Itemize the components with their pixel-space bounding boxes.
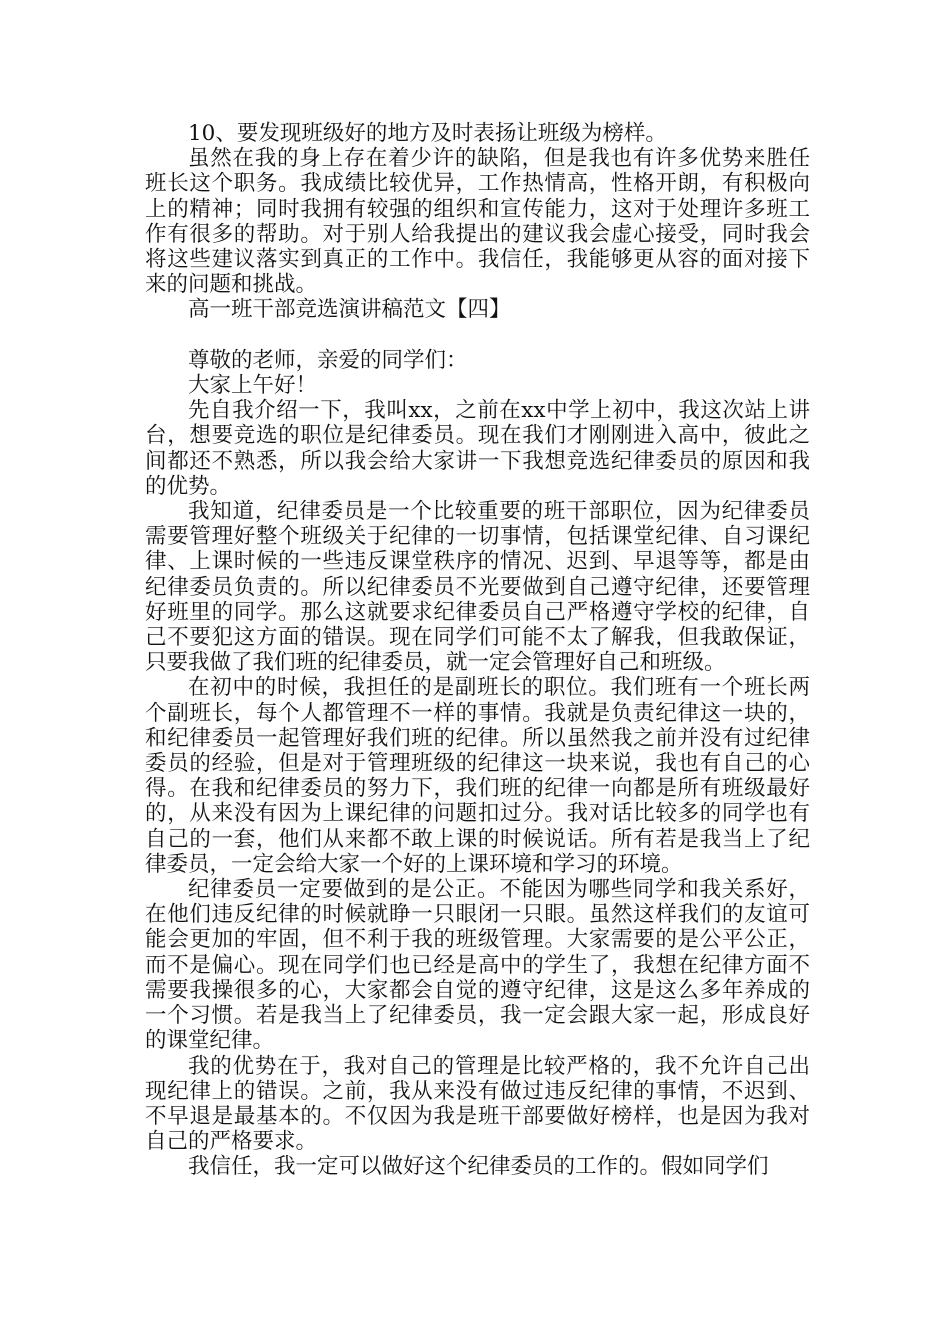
paragraph-role-description: 我知道，纪律委员是一个比较重要的班干部职位，因为纪律委员需要管理好整个班级关于纪律的一切事情，包括课堂纪律、自习课纪律、上课时候的一些违反课堂秩序的情况、迟到、早退等等，都是由纪律委员负责的。所以纪律委员不光要做到自己遵守纪律，还要管理好班里的同学。那么这就要求纪律委员自己严格遵守学校的纪律，自己不要犯这方面的错误。现在同学们可能不太了解我，但我敢保证，只要我做了我们班的纪律委员，就一定会管理好自己和班级。 — [145, 499, 810, 676]
paragraph-confidence: 我信任，我一定可以做好这个纪律委员的工作的。假如同学们 — [188, 1154, 769, 1180]
salutation: 尊敬的老师，亲爱的同学们： — [188, 347, 468, 373]
paragraph-introduction: 先自我介绍一下，我叫xx，之前在xx中学上初中，我这次站上讲台，想要竞选的职位是纪律委员。现在我们才刚刚进入高中，彼此之间都还不熟悉，所以我会给大家讲一下我想竞选纪律委员的原因和我的优势。 — [145, 398, 810, 499]
paragraph-fairness: 纪律委员一定要做到的是公正。不能因为哪些同学和我关系好，在他们违反纪律的时候就睁一只眼闭一只眼。虽然这样我们的友谊可能会更加的牢固，但不利于我的班级管理。大家需要的是公平公正，而不是偏心。现在同学们也已经是高中的学生了，我想在纪律方面不需要我操很多的心，大家都会自觉的遵守纪律，这是这么多年养成的一个习惯。若是我当上了纪律委员，我一定会跟大家一起，形成良好的课堂纪律。 — [145, 877, 810, 1054]
paragraph-experience: 在初中的时候，我担任的是副班长的职位。我们班有一个班长两个副班长，每个人都管理不一样的事情。我就是负责纪律这一块的，和纪律委员一起管理好我们班的纪律。所以虽然我之前并没有过纪律委员的经验，但是对于管理班级的纪律这一块来说，我也有自己的心得。在我和纪律委员的努力下，我们班的纪律一向都是所有班级最好的，从来没有因为上课纪律的问题扣过分。我对话比较多的同学也有自己的一套，他们从来都不敢上课的时候说话。所有若是我当上了纪律委员，一定会给大家一个好的上课环境和学习的环境。 — [145, 675, 810, 877]
paragraph-strengths: 虽然在我的身上存在着少许的缺陷，但是我也有许多优势来胜任班长这个职务。我成绩比较优异，工作热情高，性格开朗，有积极向上的精神；同时我拥有较强的组织和宣传能力，这对于处理许多班工作有很多的帮助。对于别人给我提出的建议我会虚心接受，同时我会将这些建议落实到真正的工作中。我信任，我能够更从容的面对接下来的问题和挑战。 — [145, 146, 810, 298]
blank-line — [145, 323, 810, 348]
paragraph-advantages: 我的优势在于，我对自己的管理是比较严格的，我不允许自己出现纪律上的错误。之前，我从来没有做过违反纪律的事情，不迟到、不早退是最基本的。不仅因为我是班干部要做好榜样，也是因为我对自己的严格要求。 — [145, 1053, 810, 1155]
section-heading: 高一班干部竞选演讲稿范文【四】 — [188, 297, 511, 323]
greeting: 大家上午好！ — [188, 373, 318, 399]
document-body — [145, 121, 810, 1180]
paragraph-item-10: 10、要发现班级好的地方及时表扬让班级为榜样。 — [188, 121, 667, 146]
